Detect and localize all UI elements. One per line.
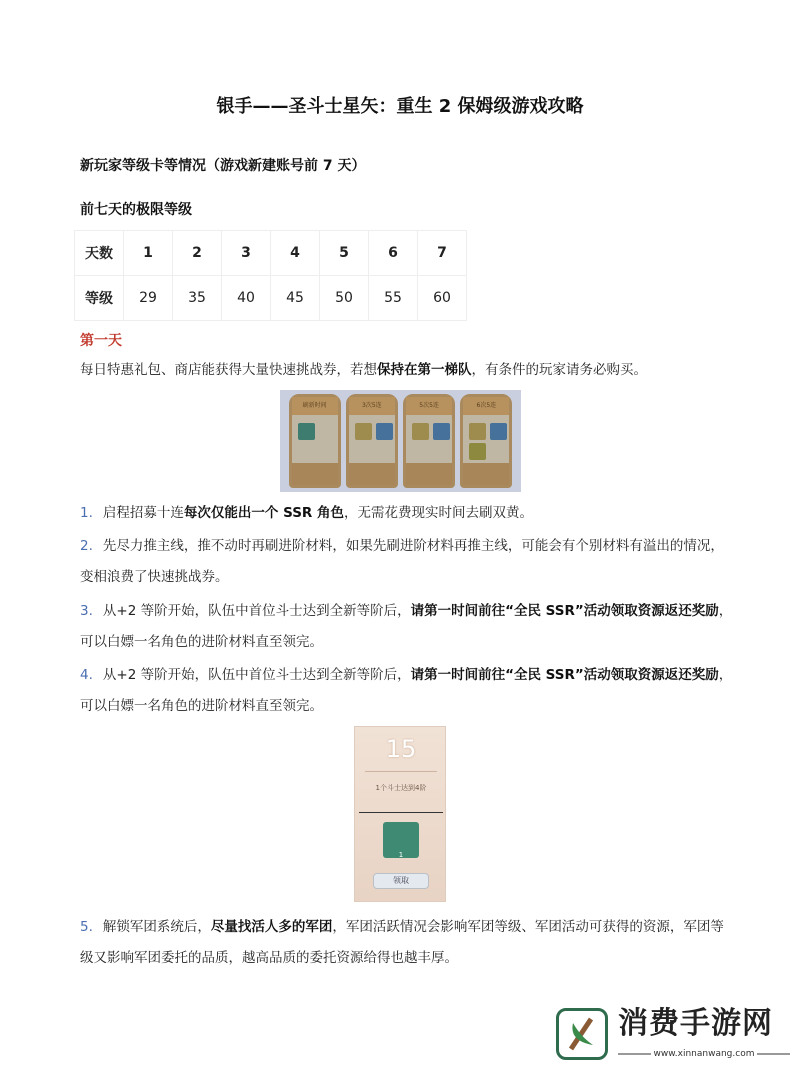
table-row-days bbox=[75, 231, 467, 276]
claim-button[interactable]: 领取 bbox=[373, 873, 429, 889]
card bbox=[346, 394, 398, 488]
list-number: 1. bbox=[80, 505, 93, 521]
table-row-levels bbox=[75, 276, 467, 321]
text: 每日特惠礼包、商店能获得大量快速挑战券，若想 bbox=[80, 362, 377, 378]
list-item bbox=[80, 498, 734, 529]
table-cell: 3 bbox=[222, 231, 271, 276]
table-cell: 35 bbox=[173, 276, 222, 321]
text: ，无需花费现实时间去刷双黄。 bbox=[344, 505, 534, 521]
quest-card-image bbox=[354, 726, 446, 902]
bold-text: 请第一时间前往“全民 SSR”活动领取资源返还奖励 bbox=[410, 667, 719, 683]
quest-number: 15 bbox=[385, 735, 417, 763]
intro-paragraph bbox=[80, 355, 734, 386]
table-cell: 7 bbox=[418, 231, 467, 276]
text: 从+2 等阶开始，队伍中首位斗士达到全新等阶后， bbox=[102, 667, 411, 683]
reward-count: 1 bbox=[398, 851, 404, 859]
level-table bbox=[74, 230, 467, 321]
text: 启程招募十连 bbox=[102, 505, 184, 521]
table-cell: 40 bbox=[222, 276, 271, 321]
card-label: 3次5连 bbox=[349, 397, 395, 415]
day-one-heading: 第一天 bbox=[80, 333, 122, 349]
table-cell: 4 bbox=[271, 231, 320, 276]
bold-text: 每次仅能出一个 SSR 角色 bbox=[183, 505, 345, 521]
page-title: 银手——圣斗士星矢：重生 2 保姆级游戏攻略 bbox=[216, 96, 584, 117]
text: ，可以白嫖一名角色的进阶材料直至领完。 bbox=[80, 667, 733, 714]
watermark-logo-icon bbox=[556, 1008, 608, 1060]
table-cell: 6 bbox=[369, 231, 418, 276]
list-item bbox=[80, 531, 734, 593]
table-cell: 1 bbox=[124, 231, 173, 276]
text: 先尽力推主线，推不动时再刷进阶材料，如果先刷进阶材料再推主线，可能会有个别材料有溢出的情况，变相浪费了快速挑战券。 bbox=[80, 538, 724, 585]
table-cell: 5 bbox=[320, 231, 369, 276]
text: ，军团活跃情况会影响军团等级、军团活动可获得的资源，军团等级又影响军团委托的品质，越高品质的委托资源给得也越丰厚。 bbox=[80, 919, 724, 966]
list-number: 2. bbox=[80, 538, 93, 554]
list-item bbox=[80, 912, 734, 974]
list-item bbox=[80, 596, 734, 658]
list-number: 3. bbox=[80, 603, 93, 619]
card-label: 刷新时间 bbox=[292, 397, 338, 415]
text: 从+2 等阶开始，队伍中首位斗士达到全新等阶后， bbox=[102, 603, 411, 619]
card bbox=[403, 394, 455, 488]
table-cell: 55 bbox=[369, 276, 418, 321]
card-label: 5次5连 bbox=[406, 397, 452, 415]
table-title: 前七天的极限等级 bbox=[80, 202, 192, 218]
bold-text: 请第一时间前往“全民 SSR”活动领取资源返还奖励 bbox=[410, 603, 719, 619]
table-cell: 45 bbox=[271, 276, 320, 321]
gift-cards-image bbox=[280, 390, 521, 492]
table-cell: 60 bbox=[418, 276, 467, 321]
table-header-cell: 天数 bbox=[75, 231, 124, 276]
card-label: 6次5连 bbox=[463, 397, 509, 415]
text: ，可以白嫖一名角色的进阶材料直至领完。 bbox=[80, 603, 733, 650]
text: ，有条件的玩家请务必购买。 bbox=[471, 362, 647, 378]
table-cell: 29 bbox=[124, 276, 173, 321]
watermark-url-text: www.xinnanwang.com bbox=[651, 1049, 758, 1059]
watermark-url bbox=[618, 1048, 790, 1060]
list-item bbox=[80, 660, 734, 722]
list-number: 5. bbox=[80, 919, 93, 935]
bold-text: 保持在第一梯队 bbox=[377, 362, 472, 378]
table-cell: 50 bbox=[320, 276, 369, 321]
card bbox=[460, 394, 512, 488]
list-number: 4. bbox=[80, 667, 93, 683]
card bbox=[289, 394, 341, 488]
watermark-name: 消费手游网 bbox=[618, 1006, 773, 1041]
table-header-cell: 等级 bbox=[75, 276, 124, 321]
quest-description: 1个斗士达到4阶 bbox=[375, 784, 427, 792]
text: 解锁军团系统后， bbox=[102, 919, 211, 935]
table-cell: 2 bbox=[173, 231, 222, 276]
section-subtitle: 新玩家等级卡等情况（游戏新建账号前 7 天） bbox=[80, 158, 366, 174]
bold-text: 尽量找活人多的军团 bbox=[210, 919, 333, 935]
